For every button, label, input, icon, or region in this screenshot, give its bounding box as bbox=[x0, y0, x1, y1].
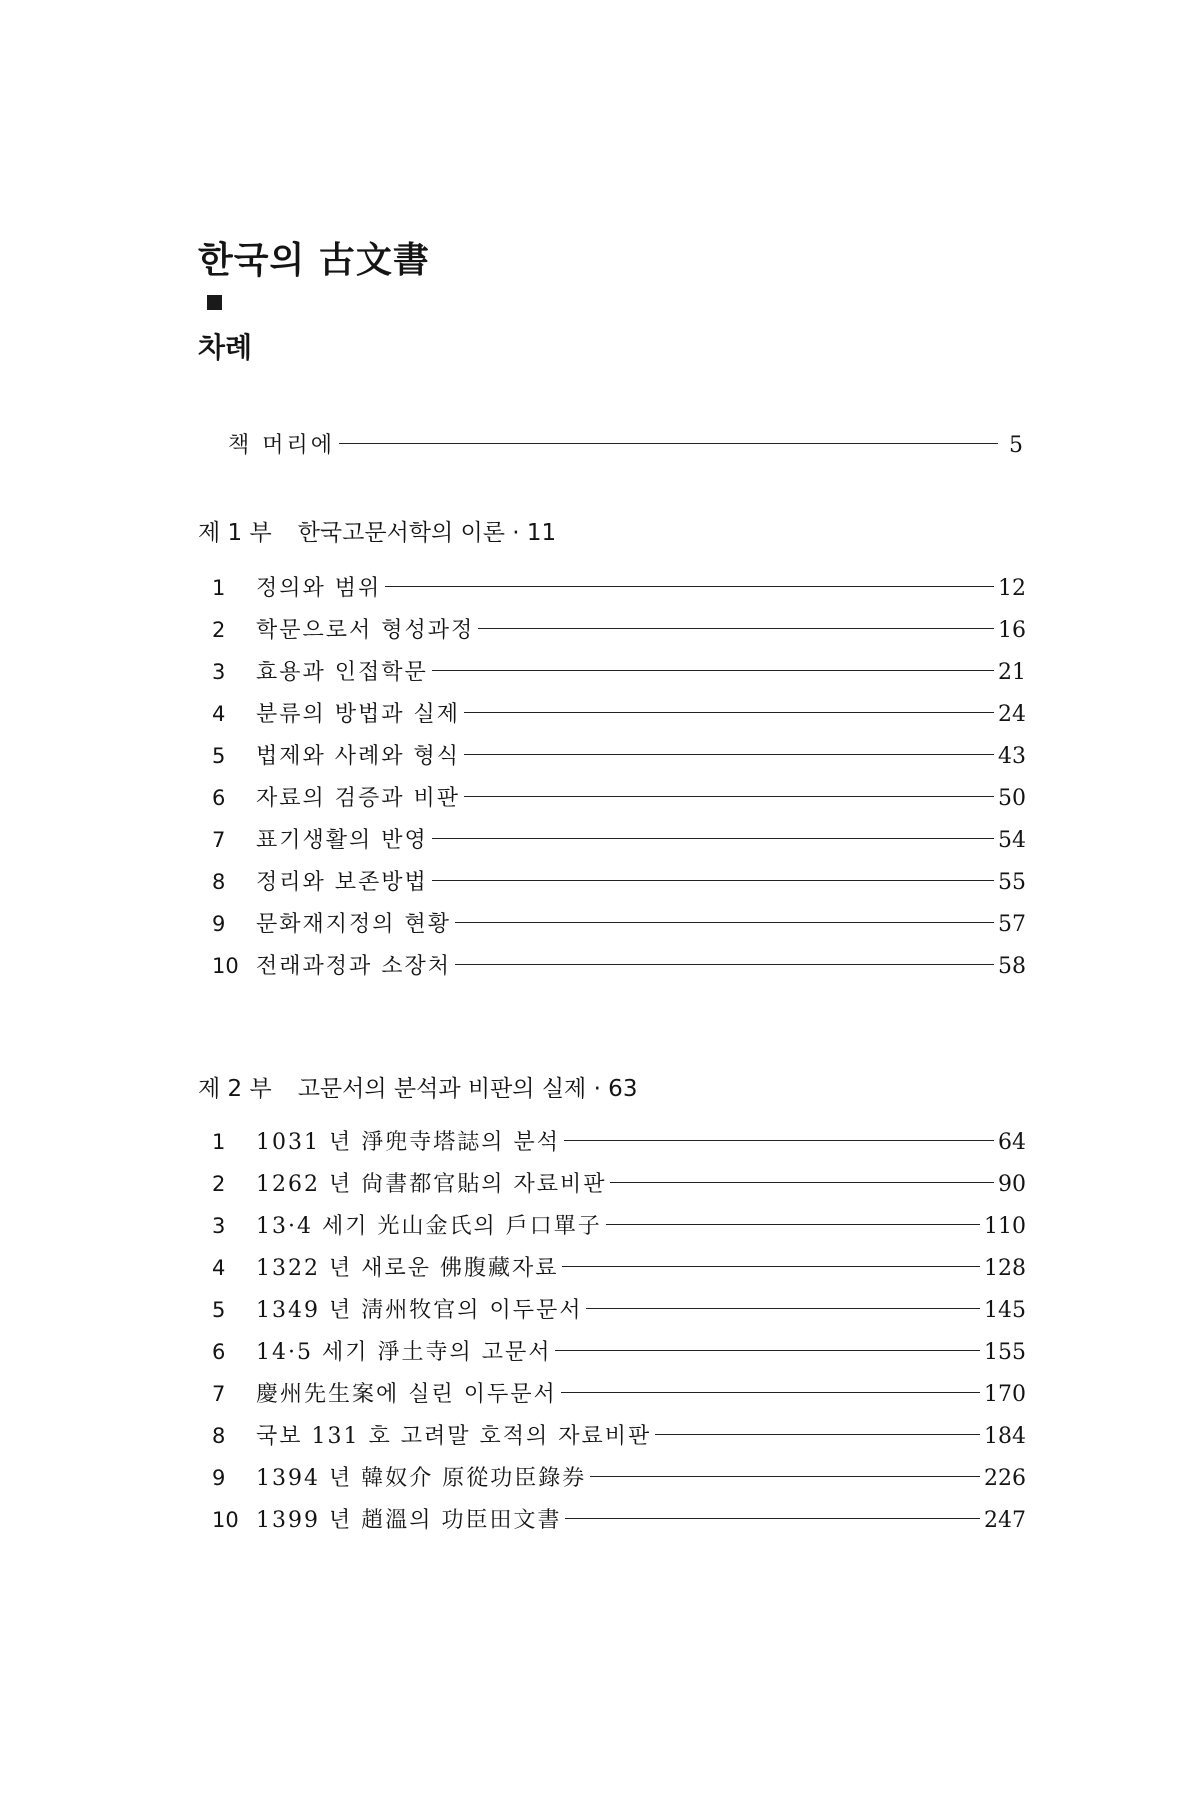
page-number: 43 bbox=[998, 744, 1026, 769]
entry-number: 3 bbox=[212, 660, 226, 684]
page-number: 64 bbox=[998, 1130, 1026, 1155]
entry-title: 책 머리에 bbox=[228, 433, 336, 458]
toc-entry[interactable] bbox=[212, 1376, 1026, 1412]
page-number: 50 bbox=[998, 786, 1026, 811]
entry-number: 7 bbox=[212, 828, 226, 852]
part-2-heading bbox=[198, 1070, 637, 1103]
entry-number: 1 bbox=[212, 576, 226, 600]
entry-number: 5 bbox=[212, 1298, 226, 1322]
page-number: 5 bbox=[1009, 433, 1026, 458]
leader-line bbox=[562, 1266, 980, 1267]
entry-number: 5 bbox=[212, 744, 226, 768]
toc-entry[interactable] bbox=[212, 1250, 1026, 1286]
page-number: 155 bbox=[984, 1340, 1026, 1365]
entry-title: 효용과 인접학문 bbox=[256, 660, 428, 685]
page-number: 226 bbox=[984, 1466, 1026, 1491]
leader-line bbox=[610, 1182, 994, 1183]
leader-line bbox=[561, 1392, 980, 1393]
entry-title: 1399 년 趙溫의 功臣田文書 bbox=[256, 1508, 562, 1533]
part-title: 한국고문서학의 이론 · 11 bbox=[297, 520, 557, 546]
book-title: 한국의 古文書 bbox=[198, 239, 430, 281]
leader-line bbox=[432, 838, 994, 839]
part-label: 제 1 부 bbox=[198, 520, 272, 546]
entry-number: 1 bbox=[212, 1130, 226, 1154]
page-number: 55 bbox=[998, 870, 1026, 895]
entry-title: 정의와 범위 bbox=[256, 576, 382, 601]
leader-line bbox=[455, 922, 994, 923]
toc-entry[interactable] bbox=[212, 1124, 1026, 1160]
entry-number: 3 bbox=[212, 1214, 226, 1238]
toc-entry[interactable] bbox=[212, 906, 1026, 942]
entry-number: 10 bbox=[212, 954, 239, 978]
toc-entry[interactable] bbox=[212, 864, 1026, 900]
page-number: 12 bbox=[998, 576, 1026, 601]
entry-title: 문화재지정의 현황 bbox=[256, 912, 452, 937]
page-number: 110 bbox=[984, 1214, 1026, 1239]
leader-line bbox=[478, 628, 994, 629]
toc-entry[interactable] bbox=[212, 1418, 1026, 1454]
leader-line bbox=[339, 443, 998, 444]
page-number: 57 bbox=[998, 912, 1026, 937]
page-number: 184 bbox=[984, 1424, 1026, 1449]
leader-line bbox=[555, 1350, 980, 1351]
entry-title: 1394 년 韓奴介 原從功臣錄券 bbox=[256, 1466, 587, 1491]
leader-line bbox=[655, 1434, 980, 1435]
leader-line bbox=[385, 586, 994, 587]
entry-number: 4 bbox=[212, 1256, 226, 1280]
entry-title: 13·4 세기 光山金氏의 戶口單子 bbox=[256, 1214, 602, 1239]
toc-entry[interactable] bbox=[212, 780, 1026, 816]
leader-line bbox=[455, 964, 994, 965]
page-number: 58 bbox=[998, 954, 1026, 979]
entry-title: 분류의 방법과 실제 bbox=[256, 702, 461, 727]
entry-number: 7 bbox=[212, 1382, 226, 1406]
entry-title: 慶州先生案에 실린 이두문서 bbox=[256, 1382, 557, 1407]
page-number: 16 bbox=[998, 618, 1026, 643]
part-1-heading bbox=[198, 514, 556, 547]
toc-entry[interactable] bbox=[212, 654, 1026, 690]
toc-entry[interactable] bbox=[212, 1292, 1026, 1328]
page-number: 145 bbox=[984, 1298, 1026, 1323]
entry-title: 1322 년 새로운 佛腹藏자료 bbox=[256, 1256, 559, 1281]
entry-title: 14·5 세기 淨土寺의 고문서 bbox=[256, 1340, 552, 1365]
entry-number: 4 bbox=[212, 702, 226, 726]
leader-line bbox=[590, 1476, 980, 1477]
toc-entry[interactable] bbox=[212, 738, 1026, 774]
entry-number: 8 bbox=[212, 1424, 226, 1448]
entry-number: 2 bbox=[212, 1172, 226, 1196]
leader-line bbox=[565, 1518, 980, 1519]
toc-entry[interactable] bbox=[212, 696, 1026, 732]
entry-number: 2 bbox=[212, 618, 226, 642]
entry-title: 1349 년 淸州牧官의 이두문서 bbox=[256, 1298, 583, 1323]
leader-line bbox=[432, 670, 994, 671]
toc-entry[interactable] bbox=[212, 1502, 1026, 1538]
leader-line bbox=[464, 712, 994, 713]
toc-entry-preface[interactable] bbox=[228, 428, 1026, 464]
part-label: 제 2 부 bbox=[198, 1076, 272, 1102]
entry-title: 전래과정과 소장처 bbox=[256, 954, 452, 979]
leader-line bbox=[464, 754, 994, 755]
entry-number: 6 bbox=[212, 1340, 226, 1364]
entry-title: 1262 년 尙書都官貼의 자료비판 bbox=[256, 1172, 607, 1197]
page-number: 170 bbox=[984, 1382, 1026, 1407]
page-number: 247 bbox=[984, 1508, 1026, 1533]
bullet-square-icon bbox=[207, 295, 222, 310]
toc-entry[interactable] bbox=[212, 1208, 1026, 1244]
toc-heading: 차례 bbox=[198, 331, 253, 364]
page-number: 24 bbox=[998, 702, 1026, 727]
entry-number: 9 bbox=[212, 1466, 226, 1490]
page-number: 90 bbox=[998, 1172, 1026, 1197]
entry-title: 1031 년 淨兜寺塔誌의 분석 bbox=[256, 1130, 560, 1155]
entry-title: 법제와 사례와 형식 bbox=[256, 744, 461, 769]
entry-number: 8 bbox=[212, 870, 226, 894]
entry-title: 학문으로서 형성과정 bbox=[256, 618, 475, 643]
part-title: 고문서의 분석과 비판의 실제 · 63 bbox=[297, 1076, 638, 1102]
leader-line bbox=[564, 1140, 994, 1141]
entry-number: 6 bbox=[212, 786, 226, 810]
leader-line bbox=[464, 796, 994, 797]
toc-entry[interactable] bbox=[212, 570, 1026, 606]
leader-line bbox=[586, 1308, 980, 1309]
entry-title: 자료의 검증과 비판 bbox=[256, 786, 461, 811]
entry-title: 국보 131 호 고려말 호적의 자료비판 bbox=[256, 1424, 652, 1449]
toc-entry[interactable] bbox=[212, 1460, 1026, 1496]
leader-line bbox=[432, 880, 994, 881]
toc-entry[interactable] bbox=[212, 1334, 1026, 1370]
page-number: 54 bbox=[998, 828, 1026, 853]
leader-line bbox=[606, 1224, 980, 1225]
toc-entry[interactable] bbox=[212, 822, 1026, 858]
entry-number: 10 bbox=[212, 1508, 239, 1532]
entry-title: 정리와 보존방법 bbox=[256, 870, 428, 895]
toc-entry[interactable] bbox=[212, 612, 1026, 648]
entry-title: 표기생활의 반영 bbox=[256, 828, 428, 853]
toc-entry[interactable] bbox=[212, 948, 1026, 984]
toc-entry[interactable] bbox=[212, 1166, 1026, 1202]
page-number: 21 bbox=[998, 660, 1026, 685]
page-number: 128 bbox=[984, 1256, 1026, 1281]
entry-number: 9 bbox=[212, 912, 226, 936]
